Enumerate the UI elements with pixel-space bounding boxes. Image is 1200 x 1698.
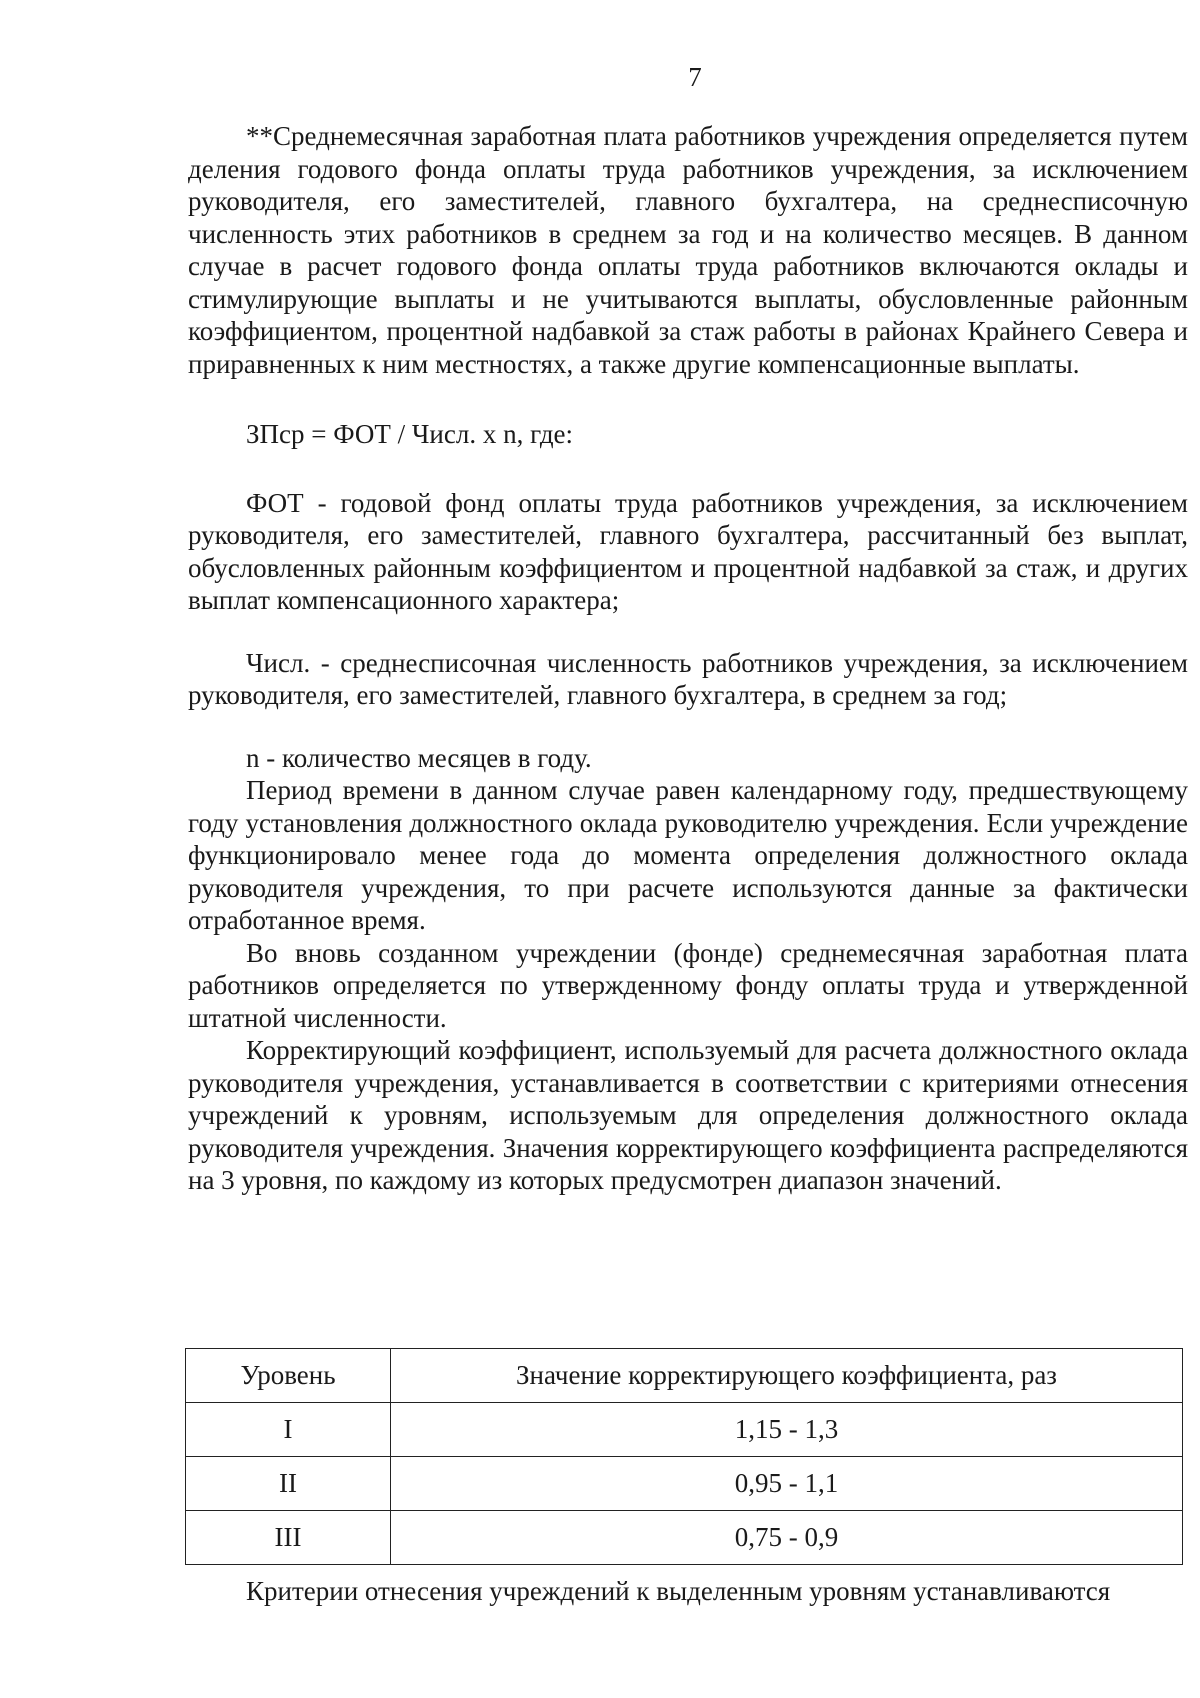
paragraph-chisl-definition: Числ. - среднесписочная численность работников учреждения, за исключением руководителя, его заместителей, главного бухгалтера, в среднем за год; [188,647,1188,710]
cell-value: 0,95 - 1,1 [391,1457,1183,1511]
table-row [186,1457,1183,1511]
table-row [186,1511,1183,1565]
cell-level: III [186,1511,391,1565]
document-body [188,120,1188,1197]
cell-value: 0,75 - 0,9 [391,1511,1183,1565]
paragraph-criteria: Критерии отнесения учреждений к выделенным уровням устанавливаются [246,1576,1111,1606]
coefficient-table [185,1348,1183,1565]
cell-value: 1,15 - 1,3 [391,1403,1183,1457]
paragraph-correction-coefficient: Корректирующий коэффициент, используемый для расчета должностного оклада руководителя учреждения, устанавливается в соответствии с критериями отнесения учреждений к уровням, используемым для определения должностного оклада руководителя учреждения. Значения корректирующего коэффициента распределяются на 3 уровня, по каждому из которых предусмотрен диапазон значений. [188,1035,1188,1195]
header-level: Уровень [186,1349,391,1403]
header-value: Значение корректирующего коэффициента, раз [391,1349,1183,1403]
paragraph-n-definition: n - количество месяцев в году. [246,742,592,773]
table-header-row [186,1349,1183,1403]
formula: ЗПср = ФОТ / Числ. х n, где: [246,419,574,449]
paragraph-fot-definition: ФОТ - годовой фонд оплаты труда работников учреждения, за исключением руководителя, его заместителей, главного бухгалтера, рассчитанный без выплат, обусловленных районным коэффициентом и процентной надбавкой за стаж, и других выплат компенсационного характера; [188,487,1188,615]
paragraph-new-institution: Во вновь созданном учреждении (фонде) среднемесячная заработная плата работников определяется по утвержденному фонду оплаты труда и утвержденной штатной численности. [188,937,1188,1033]
cell-level: II [186,1457,391,1511]
paragraph-period: Период времени в данном случае равен календарному году, предшествующему году установления должностного оклада руководителю учреждения. Если учреждение функционировало менее года до момента определения должностного оклада руководителя учреждения, то при расчете используются данные за фактически отработанное время. [188,775,1188,935]
paragraph-average-salary: **Среднемесячная заработная плата работников учреждения определяется путем деления годового фонда оплаты труда работников учреждения, за исключением руководителя, его заместителей, главного бухгалтера, на среднесписочную численность этих работников в среднем за год и на количество месяцев. В данном случае в расчет годового фонда оплаты труда работников включаются оклады и стимулирующие выплаты и не учитываются выплаты, обусловленные районным коэффициентом, процентной надбавкой за стаж работы в районах Крайнего Севера и приравненных к ним местностях, а также другие компенсационные выплаты. [188,121,1188,379]
cell-level: I [186,1403,391,1457]
continuation-text [188,1575,1188,1608]
page-number: 7 [688,62,702,92]
table-row [186,1403,1183,1457]
